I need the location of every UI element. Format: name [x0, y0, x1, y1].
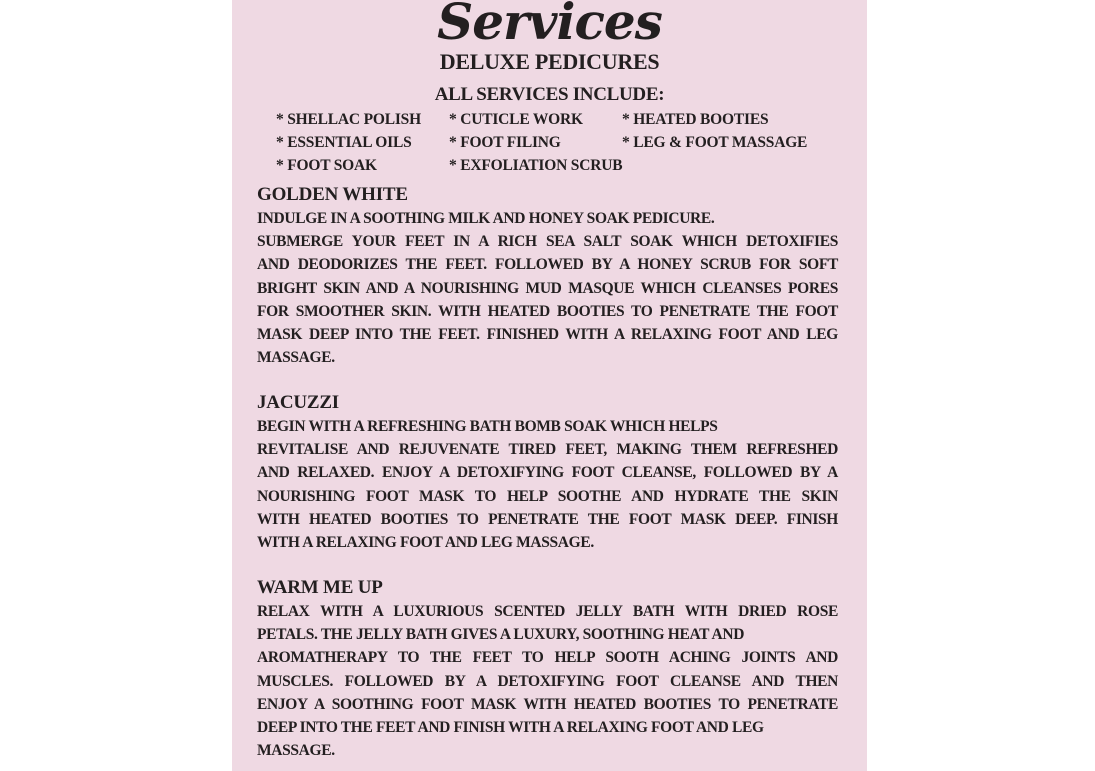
service-description-line: WITH A RELAXING FOOT AND LEG MASSAGE. — [257, 533, 594, 551]
service-description-line: BRIGHT SKIN AND A NOURISHING MUD MASQUE WHICH CLEANSES PORES — [257, 279, 838, 297]
include-item: * FOOT SOAK — [276, 157, 377, 174]
include-item: * FOOT FILING — [449, 134, 561, 151]
service-description-line: FOR SMOOTHER SKIN. WITH HEATED BOOTIES TO PENETRATE THE FOOT — [257, 302, 838, 320]
page-title: Services — [437, 0, 662, 51]
services-menu-card — [232, 0, 867, 771]
service-description-line: NOURISHING FOOT MASK TO HELP SOOTHE AND HYDRATE THE SKIN — [257, 487, 838, 505]
service-description-line: AND RELAXED. ENJOY A DETOXIFYING FOOT CLEANSE, FOLLOWED BY A — [257, 464, 838, 482]
include-item: * HEATED BOOTIES — [622, 111, 769, 128]
service-title: WARM ME UP — [257, 577, 383, 598]
include-item: * LEG & FOOT MASSAGE — [622, 134, 808, 151]
includes-heading: ALL SERVICES INCLUDE: — [434, 84, 665, 105]
service-description-line: AROMATHERAPY TO THE FEET TO HELP SOOTH ACHING JOINTS AND — [257, 649, 838, 667]
service-description-line: BEGIN WITH A REFRESHING BATH BOMB SOAK WHICH HELPS — [257, 418, 718, 435]
service-title: GOLDEN WHITE — [257, 184, 408, 205]
service-description-line: MASSAGE. — [257, 349, 335, 367]
service-jacuzzi — [257, 391, 838, 554]
include-item: * SHELLAC POLISH — [276, 111, 421, 128]
service-description-line: AND DEODORIZES THE FEET. FOLLOWED BY A HONEY SCRUB FOR SOFT — [257, 256, 838, 274]
service-golden-white — [257, 183, 838, 369]
service-title: JACUZZI — [257, 392, 340, 413]
service-description-line: INDULGE IN A SOOTHING MILK AND HONEY SOAK PEDICURE. — [257, 210, 715, 227]
service-description-line: MASK DEEP INTO THE FEET. FINISHED WITH A RELAXING FOOT AND LEG — [257, 325, 838, 343]
service-description-line: MUSCLES. FOLLOWED BY A DETOXIFYING FOOT CLEANSE AND THEN — [257, 672, 838, 690]
service-description-line: WITH HEATED BOOTIES TO PENETRATE THE FOOT MASK DEEP. FINISH — [257, 510, 838, 528]
service-description-line: ENJOY A SOOTHING FOOT MASK WITH HEATED BOOTIES TO PENETRATE — [257, 695, 838, 713]
service-description-line: MASSAGE. — [257, 742, 335, 760]
include-item: * ESSENTIAL OILS — [276, 134, 412, 151]
service-warm-me-up — [257, 576, 838, 762]
category-heading: DELUXE PEDICURES — [439, 49, 660, 74]
service-description-line: REVITALISE AND REJUVENATE TIRED FEET, MAKING THEM REFRESHED — [257, 441, 838, 459]
service-description-line: RELAX WITH A LUXURIOUS SCENTED JELLY BATH WITH DRIED ROSE — [257, 603, 838, 620]
include-item: * CUTICLE WORK — [449, 111, 583, 128]
include-item: * EXFOLIATION SCRUB — [449, 157, 623, 174]
service-description-line: SUBMERGE YOUR FEET IN A RICH SEA SALT SOAK WHICH DETOXIFIES — [257, 233, 838, 251]
service-description-line: PETALS. THE JELLY BATH GIVES A LUXURY, SOOTHING HEAT AND — [257, 626, 745, 644]
service-description-line: DEEP INTO THE FEET AND FINISH WITH A RELAXING FOOT AND LEG — [257, 718, 764, 736]
